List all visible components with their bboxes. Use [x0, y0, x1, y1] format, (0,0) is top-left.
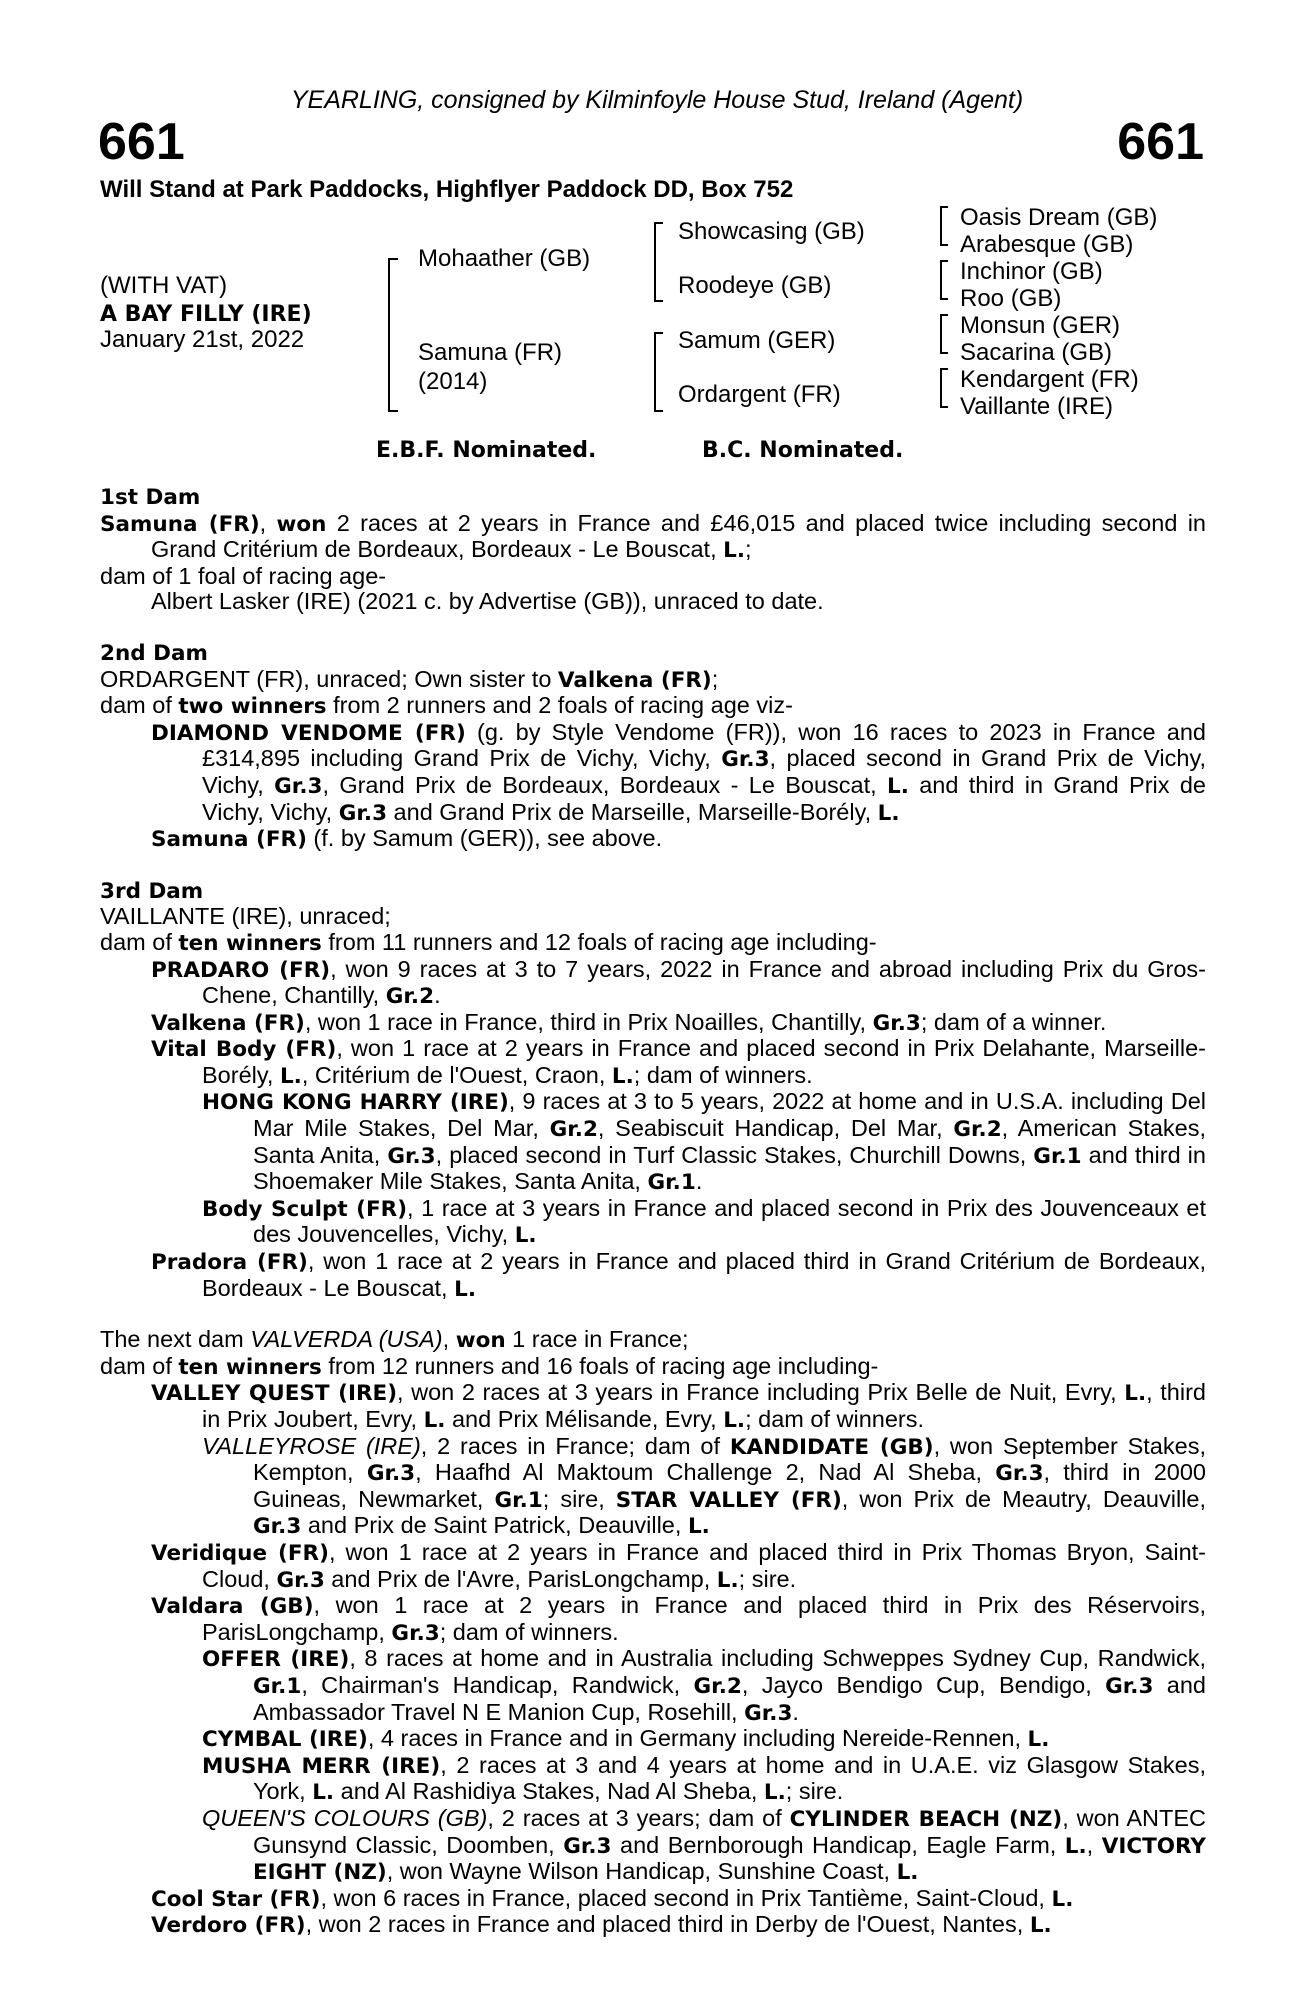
catalogue-body — [100, 484, 1206, 1939]
bracket-g56 — [940, 314, 948, 354]
ggs-2: Arabesque (GB) — [960, 231, 1134, 258]
dam-year: (2014) — [418, 368, 488, 395]
vat-label: (WITH VAT) — [100, 272, 228, 299]
produce-pradora: Pradora (FR), won 1 race at 2 years in France and placed third in Grand Critérium de Bordeaux, Bordeaux - Le Bouscat, L. — [151, 1248, 1206, 1302]
ebf-nominated: E.B.F. Nominated. — [376, 438, 597, 463]
horse-name: A BAY FILLY (IRE) — [100, 302, 312, 327]
produce-offer: OFFER (IRE), 8 races at home and in Australia including Schweppes Sydney Cup, Randwick, Gr.1, Chairman's Handicap, Randwick, Gr.2, Jayco Bendigo Cup, Bendigo, Gr.3 and Ambassador Travel N E Manion Cup, Rosehill, Gr.3. — [202, 1645, 1206, 1726]
bc-nominated: B.C. Nominated. — [702, 438, 904, 463]
first-dam-entry: Samuna (FR), won 2 races at 2 years in France and £46,015 and placed twice including second in Grand Critérium de Bordeaux, Bordeaux - Le Bouscat, L.; — [100, 509, 1206, 564]
produce-cool-star: Cool Star (FR), won 6 races in France, placed second in Prix Tantième, Saint-Cloud, L. — [151, 1884, 1074, 1912]
produce-valleyrose: VALLEYROSE (IRE), 2 races in France; dam of KANDIDATE (GB), won September Stakes, Kempton, Gr.3, Haafhd Al Maktoum Challenge 2, Nad Al Sheba, Gr.3, third in 2000 Guineas, Newmarket, Gr.1; sire, STAR VALLEY (FR), won Prix de Meautry, Deauville, Gr.3 and Prix de Saint Patrick, Deauville, L. — [202, 1432, 1207, 1540]
ggs-5: Monsun (GER) — [960, 312, 1121, 339]
ggs-4: Roo (GB) — [960, 285, 1062, 312]
bracket-g12 — [940, 206, 948, 246]
ggs-3: Inchinor (GB) — [960, 258, 1103, 285]
sire: Mohaather (GB) — [418, 245, 591, 272]
produce-vital-body: Vital Body (FR), won 1 race at 2 years in France and placed second in Prix Delahante, Marseille-Borély, L., Critérium de l'Ouest, Craon, L.; dam of winners. — [151, 1035, 1207, 1089]
consignment-line: YEARLING, consigned by Kilminfoyle House Stud, Ireland (Agent) — [290, 86, 1024, 114]
ggs-8: Vaillante (IRE) — [960, 393, 1113, 420]
dam-sire: Samum (GER) — [678, 327, 836, 354]
ggs-1: Oasis Dream (GB) — [960, 204, 1158, 231]
dam: Samuna (FR) — [418, 339, 563, 366]
produce-valkena: Valkena (FR), won 1 race in France, third in Prix Noailles, Chantilly, Gr.3; dam of a winner. — [151, 1008, 1107, 1036]
produce-pradaro: PRADARO (FR), won 9 races at 3 to 7 years, 2022 in France and abroad including Prix du Gros-Chene, Chantilly, Gr.2. — [151, 955, 1206, 1010]
produce-samuna: Samuna (FR) (f. by Samum (GER)), see above. — [151, 825, 663, 853]
dam-dam: Ordargent (FR) — [678, 381, 841, 408]
second-dam-heading: 2nd Dam — [100, 640, 208, 666]
sire-sire: Showcasing (GB) — [678, 218, 865, 245]
produce-valley-quest: VALLEY QUEST (IRE), won 2 races at 3 years in France including Prix Belle de Nuit, Evry, L., third in Prix Joubert, Evry, L. and Prix Mélisande, Evry, L.; dam of winners. — [151, 1379, 1206, 1433]
produce-body-sculpt: Body Sculpt (FR), 1 race at 3 years in France and placed second in Prix des Jouvenceaux et des Jouvencelles, Vichy, L. — [202, 1194, 1206, 1249]
produce-veridique: Veridique (FR), won 1 race at 2 years in France and placed third in Prix Thomas Bryon, Saint-Cloud, Gr.3 and Prix de l'Avre, ParisLongchamp, L.; sire. — [151, 1538, 1206, 1593]
produce-musha-merr: MUSHA MERR (IRE), 2 races at 3 and 4 years at home and in U.A.E. viz Glasgow Stakes, York, L. and Al Rashidiya Stakes, Nad Al Sheba, L.; sire. — [202, 1751, 1206, 1806]
third-dam-heading: 3rd Dam — [100, 878, 204, 904]
produce-diamond-vendome: DIAMOND VENDOME (FR) (g. by Style Vendome (FR)), won 16 races to 2023 in France and £314,895 including Grand Prix de Vichy, Vichy, Gr.3, placed second in Grand Prix de Vichy, Vichy, Gr.3, Grand Prix de Bordeaux, Bordeaux - Le Bouscat, L. and third in Grand Prix de Vichy, Vichy, Gr.3 and Grand Prix de Marseille, Marseille-Borély, L. — [151, 718, 1207, 826]
third-dam-entry: VAILLANTE (IRE), unraced; — [100, 903, 391, 930]
lot-number-left: 661 — [98, 113, 185, 171]
stand-location: Will Stand at Park Paddocks, Highflyer Paddock DD, Box 752 — [100, 176, 794, 203]
bracket-main — [388, 258, 398, 412]
first-dam-foals: dam of 1 foal of racing age- — [100, 562, 387, 589]
second-dam-winners: dam of two winners from 2 runners and 2 foals of racing age viz- — [100, 692, 793, 720]
produce-queens-colours: QUEEN'S COLOURS (GB), 2 races at 3 years; dam of CYLINDER BEACH (NZ), won ANTEC Gunsynd Classic, Doomben, Gr.3 and Bernborough Handicap, Eagle Farm, L., VICTORY EIGHT (NZ), won Wayne Wilson Handicap, Sunshine Coast, L. — [202, 1804, 1206, 1886]
bracket-g34 — [940, 260, 948, 300]
next-dam-winners: dam of ten winners from 12 runners and 16 foals of racing age including- — [100, 1352, 879, 1380]
produce-verdoro: Verdoro (FR), won 2 races in France and placed third in Derby de l'Ouest, Nantes, L. — [151, 1911, 1052, 1939]
produce-valdara: Valdara (GB), won 1 race at 2 years in France and placed third in Prix des Réservoirs, ParisLongchamp, Gr.3; dam of winners. — [151, 1592, 1207, 1646]
sire-dam: Roodeye (GB) — [678, 272, 832, 299]
first-dam-heading: 1st Dam — [100, 485, 201, 510]
bracket-dam — [654, 332, 663, 412]
produce-albert-lasker: Albert Lasker (IRE) (2021 c. by Advertise (GB)), unraced to date. — [151, 588, 824, 615]
third-dam-winners: dam of ten winners from 11 runners and 12 foals of racing age including- — [100, 928, 877, 956]
bracket-sire — [654, 222, 663, 302]
lot-number-right: 661 — [1117, 113, 1204, 171]
produce-cymbal: CYMBAL (IRE), 4 races in France and in Germany including Nereide-Rennen, L. — [202, 1725, 1050, 1753]
foaling-date: January 21st, 2022 — [100, 326, 305, 353]
ggs-6: Sacarina (GB) — [960, 339, 1113, 366]
next-dam-entry: The next dam VALVERDA (USA), won 1 race in France; — [100, 1326, 689, 1354]
second-dam-entry: ORDARGENT (FR), unraced; Own sister to Valkena (FR); — [100, 665, 719, 693]
produce-hong-kong-harry: HONG KONG HARRY (IRE), 9 races at 3 to 5 years, 2022 at home and in U.S.A. including Del Mar Mile Stakes, Del Mar, Gr.2, Seabiscuit Handicap, Del Mar, Gr.2, American Stakes, Santa Anita, Gr.3, placed second in Turf Classic Stakes, Churchill Downs, Gr.1 and third in Shoemaker Mile Stakes, Santa Anita, Gr.1. — [202, 1088, 1207, 1196]
ggs-7: Kendargent (FR) — [960, 366, 1139, 393]
bracket-g78 — [940, 368, 948, 408]
